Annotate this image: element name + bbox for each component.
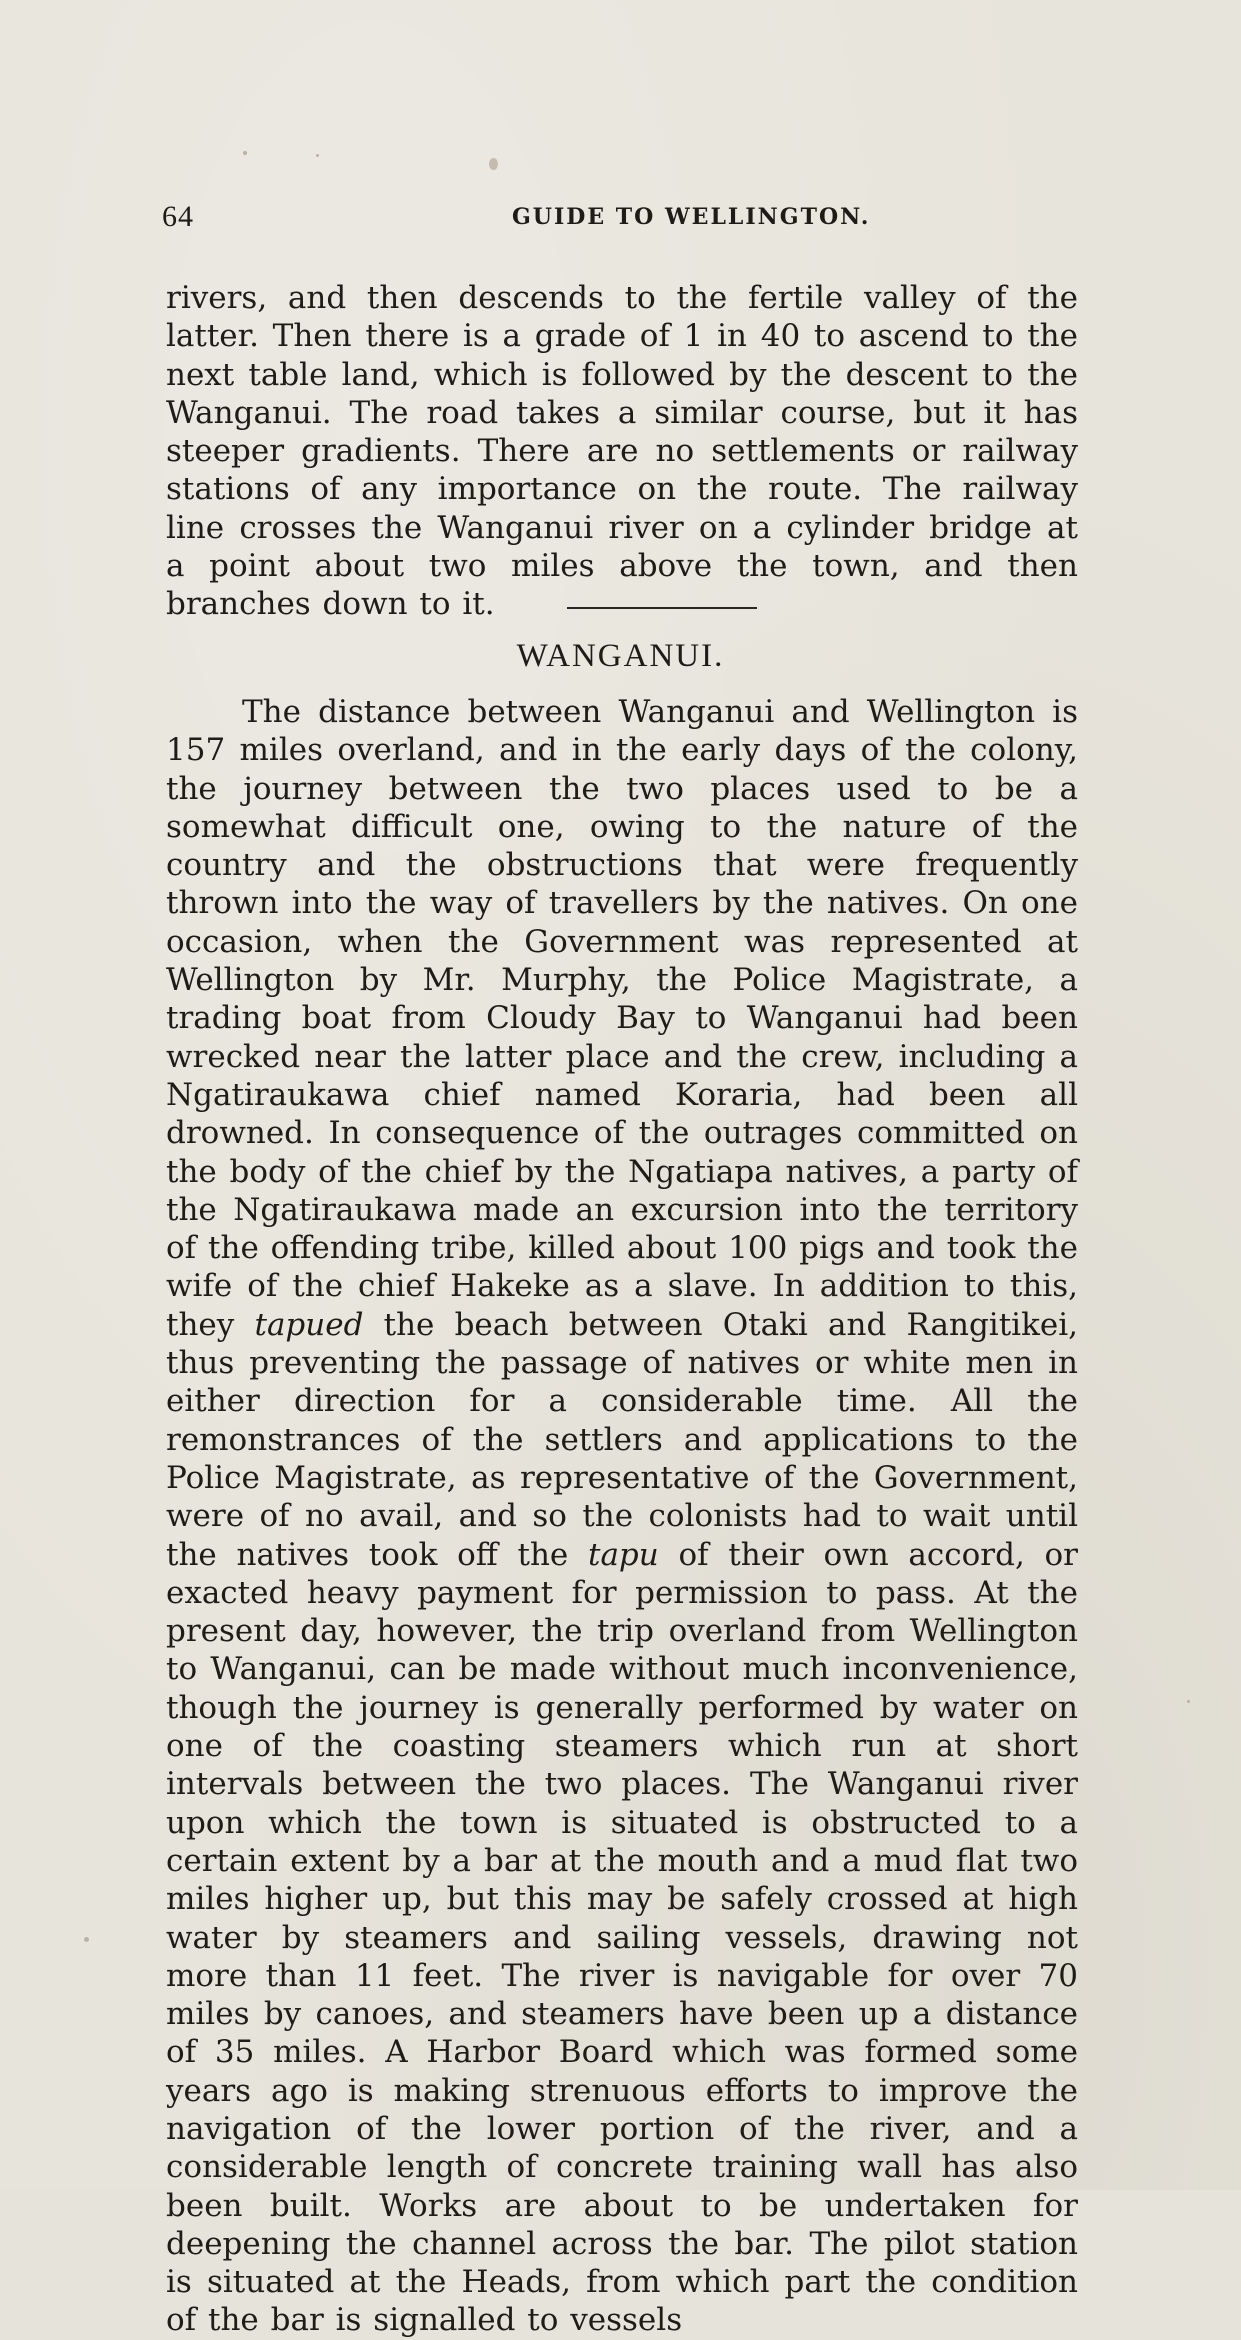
paper-speck [243, 151, 247, 155]
paper-speck [489, 158, 498, 170]
page-number: 64 [162, 200, 194, 233]
paper-speck [1187, 1700, 1190, 1703]
italic-term: tapu [587, 1536, 659, 1573]
paragraph-text: of their own accord, or exacted heavy payment for permission to pass. At the present day, however, the trip overland from Wellington to Wanganui, can be made without much inconvenience, though the journey is generally performed by water on one of the coasting steamers which run at short intervals between the two places. The Wanganui river upon which the town is situated is obstructed to a certain extent by a bar at the mouth and a mud flat two miles higher up, but this may be safely crossed at high water by steamers and sailing vessels, drawing not more than 11 feet. The river is navigable for over 70 miles by canoes, and steamers have been up a distance of 35 miles. A Harbor Board which was formed some years ago is making strenuous efforts to improve the navigation of the lower portion of the river, and a considerable length of concrete training wall has also been built. Works are about to be undertaken for deepening the channel across the bar. The pilot station is situated at the Heads, from which part the condition of the bar is signalled to vessels [166, 1536, 1078, 2339]
running-title: GUIDE TO WELLINGTON. [512, 204, 871, 230]
italic-term: tapued [254, 1306, 364, 1343]
paragraph-text: the beach between Otaki and Rangitikei, thus preventing the passage of natives or white men in either direction for a considerable time. All the remonstrances of the settlers and applications to the Police Magistrate, as representative of the Government, were of no avail, and so the colonists had to wait until the natives took off the [166, 1306, 1078, 1573]
page-header [162, 200, 1082, 240]
section-divider [567, 607, 757, 609]
paper-speck [316, 154, 319, 157]
body-paragraph: rivers, and then descends to the fertile valley of the latter. Then there is a grade of 1 in 40 to ascend to the next table land, which is followed by the descent to the Wanganui. The road takes a similar course, but it has steeper gradients. There are no settlements or railway stations of any importance on the route. The railway line crosses the Wanganui river on a cylinder bridge at a point about two miles above the town, and then branches down to it. [166, 280, 1078, 623]
section-paragraph [166, 693, 1078, 2340]
paragraph-text: The distance between Wanganui and Wellington is 157 miles overland, and in the early days of the colony, the journey between the two places used to be a somewhat difficult one, owing to the nature of the country and the obstructions that were frequently thrown into the way of travellers by the natives. On one occasion, when the Government was represented at Wellington by Mr. Murphy, the Police Magistrate, a trading boat from Cloudy Bay to Wanganui had been wrecked near the latter place and the crew, including a Ngatiraukawa chief named Koraria, had been all drowned. In consequence of the outrages committed on the body of the chief by the Ngatiapa natives, a party of the Ngatiraukawa made an excursion into the territory of the offending tribe, killed about 100 pigs and took the wife of the chief Hakeke as a slave. In addition to this, they [166, 694, 1078, 1343]
paper-speck [84, 1937, 89, 1942]
section-heading: WANGANUI. [516, 638, 725, 674]
